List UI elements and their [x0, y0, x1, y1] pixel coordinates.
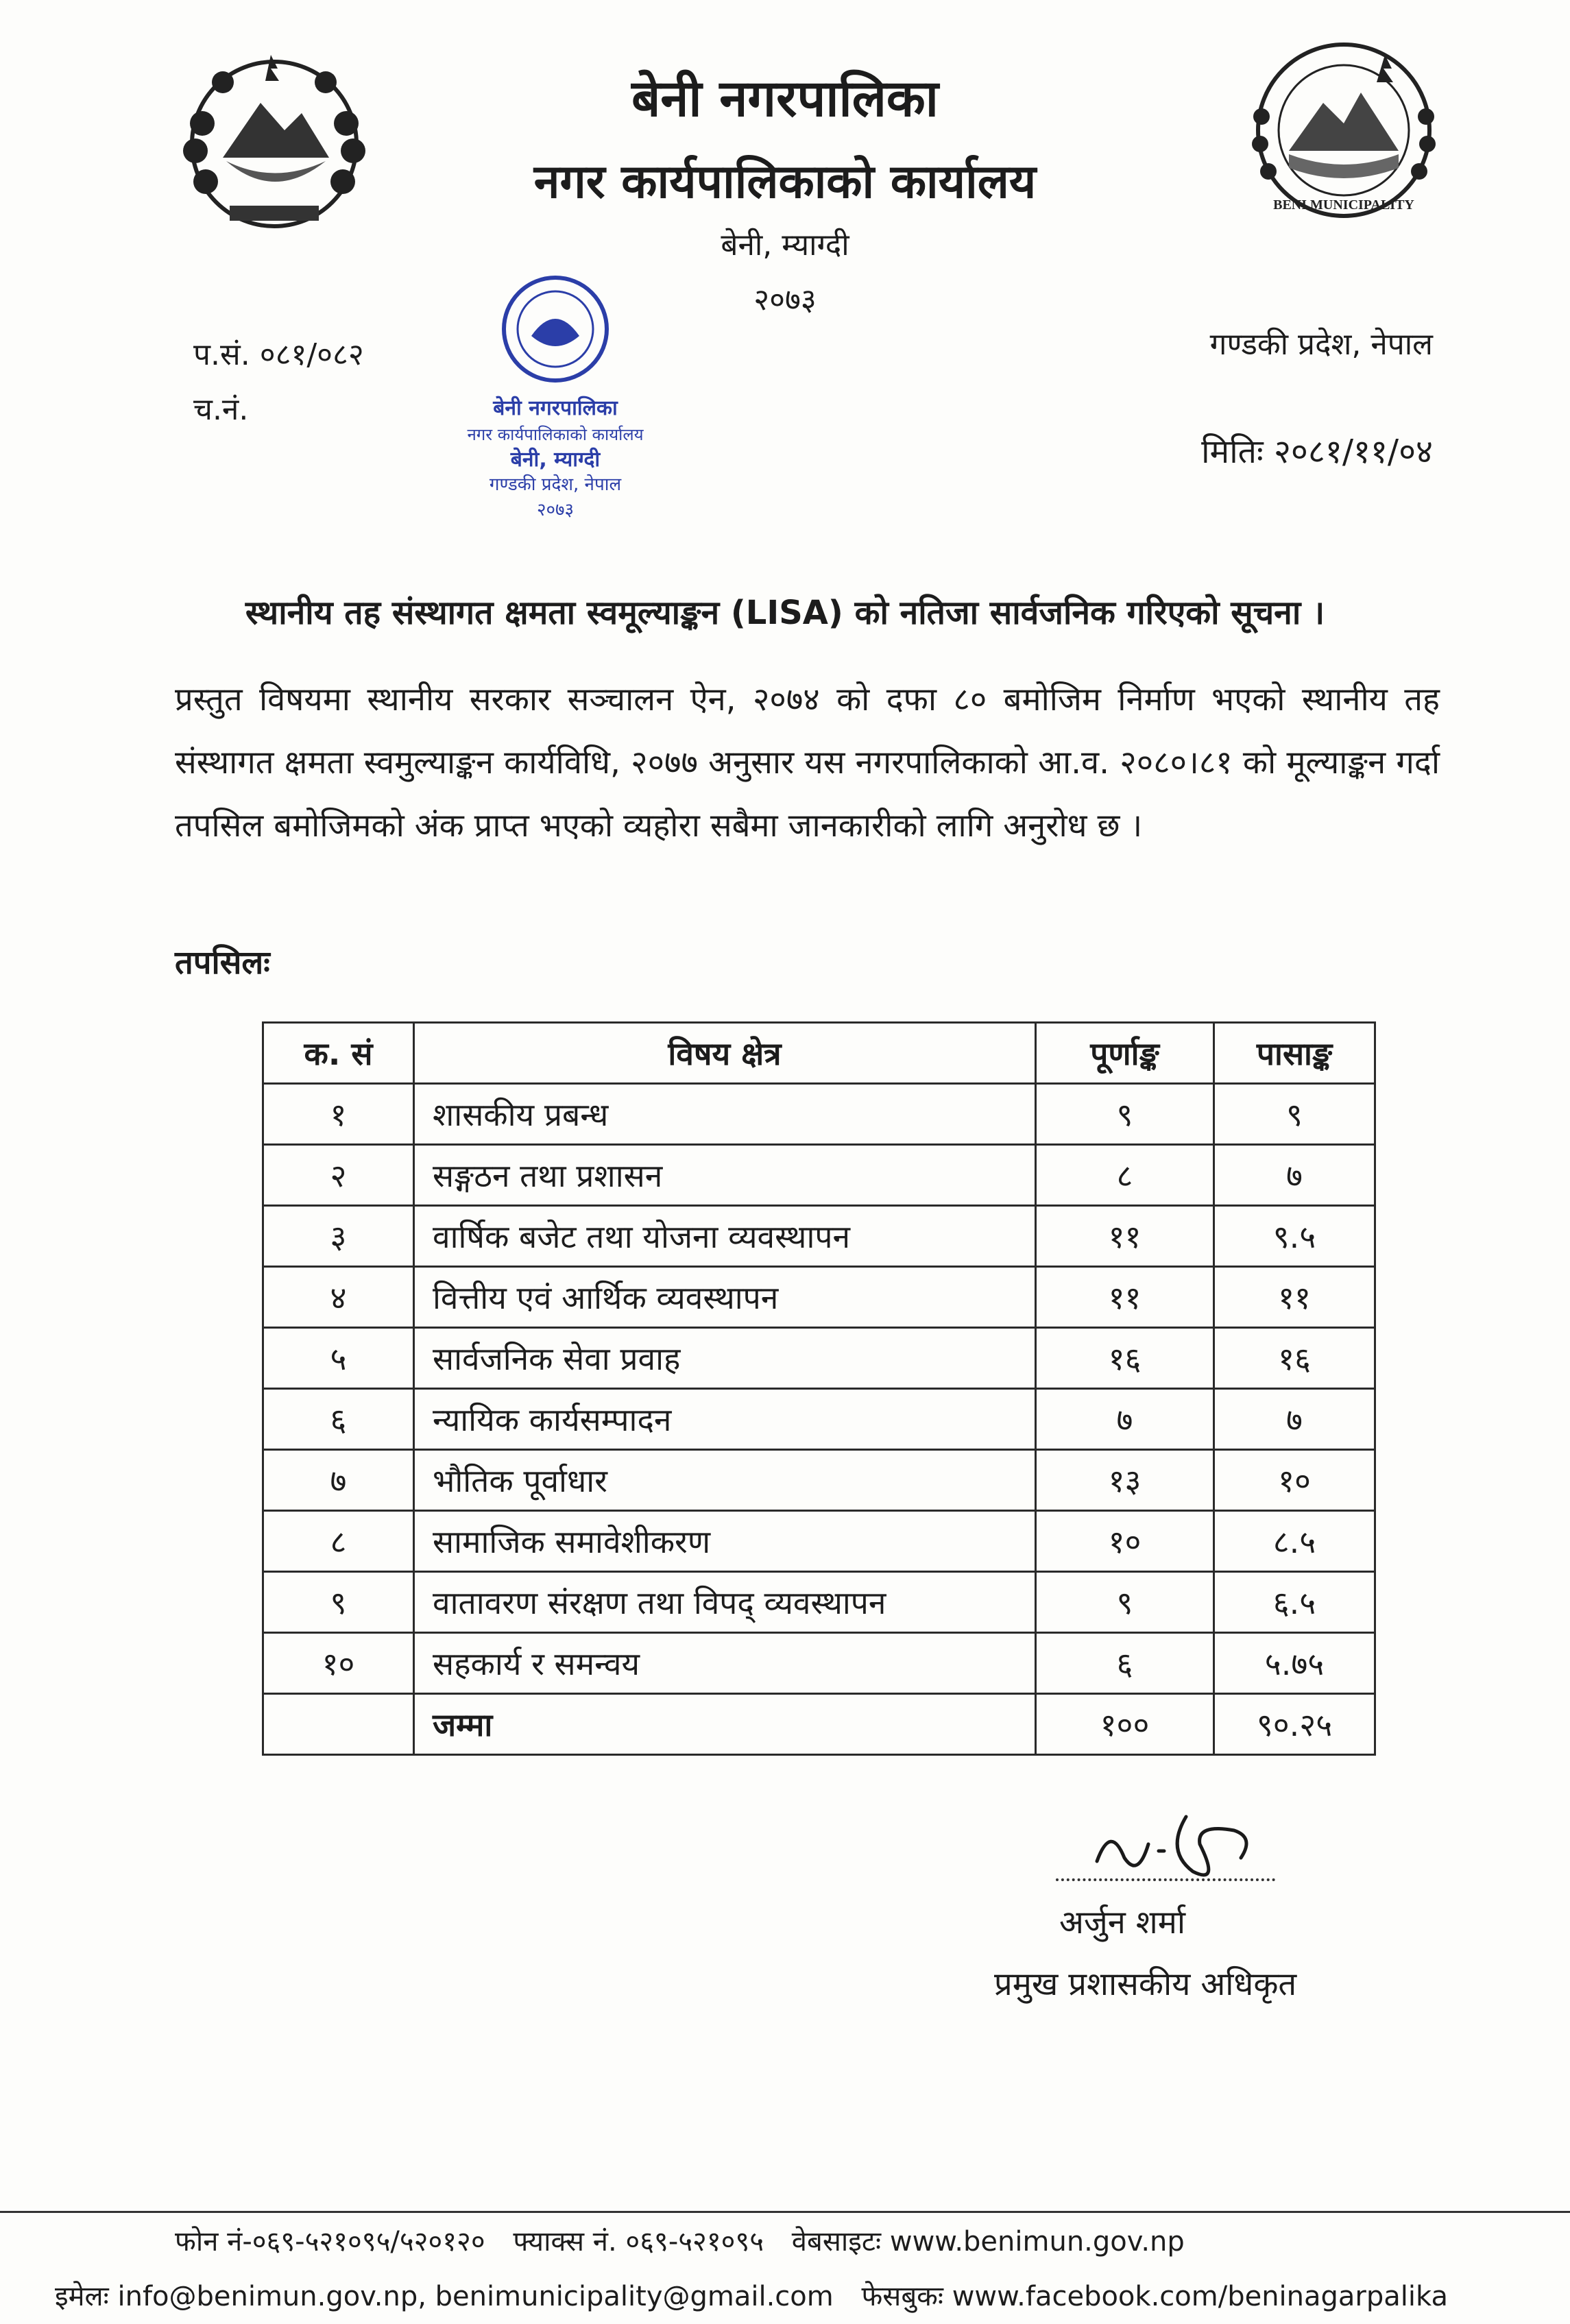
- stamp-line-5: २०७३: [536, 500, 575, 520]
- row-obtained-marks: ६.५: [1214, 1572, 1375, 1633]
- table-row: [263, 1450, 1375, 1511]
- table-row: [263, 1511, 1375, 1572]
- row-full-marks: ६: [1036, 1633, 1214, 1694]
- dispatch-number: च.नं.: [193, 392, 249, 427]
- row-serial: १: [263, 1084, 414, 1145]
- footer-email[interactable]: इमेलः info@benimun.gov.np, benimunicipality@gmail.com: [55, 2281, 834, 2312]
- notice-subject: स्थानीय तह संस्थागत क्षमता स्वमूल्याङ्कन (LISA) को नतिजा सार्वजनिक गरिएको सूचना ।: [245, 594, 1325, 632]
- row-serial: ९: [263, 1572, 414, 1633]
- total-serial: [263, 1694, 414, 1755]
- row-serial: ३: [263, 1206, 414, 1267]
- header-serial: क. सं: [263, 1023, 414, 1084]
- lisa-score-table: [262, 1021, 1376, 1756]
- row-obtained-marks: १०: [1214, 1450, 1375, 1511]
- total-label: जम्मा: [414, 1694, 1036, 1755]
- footer-contact-line-1: [175, 2221, 1204, 2259]
- row-area: सहकार्य र समन्वय: [414, 1633, 1036, 1694]
- table-header-row: [263, 1023, 1375, 1084]
- header-area: विषय क्षेत्र: [414, 1023, 1036, 1084]
- table-row: [263, 1633, 1375, 1694]
- row-serial: ४: [263, 1267, 414, 1328]
- stamp-line-1: बेनी नगरपालिका: [493, 396, 618, 420]
- row-obtained-marks: ८.५: [1214, 1511, 1375, 1572]
- row-full-marks: ११: [1036, 1267, 1214, 1328]
- municipality-title: बेनी नगरपालिका: [631, 69, 939, 128]
- signatory-name: अर्जुन शर्मा: [1059, 1904, 1186, 1941]
- nepal-emblem-logo: [175, 41, 374, 240]
- row-area: वित्तीय एवं आर्थिक व्यवस्थापन: [414, 1267, 1036, 1328]
- row-obtained-marks: ५.७५: [1214, 1633, 1375, 1694]
- details-label: तपसिलः: [175, 944, 270, 982]
- logo-text: BENI MUNICIPALITY: [1273, 197, 1414, 213]
- header-obtained-marks: पासाङ्क: [1214, 1023, 1375, 1084]
- footer-website[interactable]: वेबसाइटः www.benimun.gov.np: [791, 2226, 1185, 2258]
- row-obtained-marks: ११: [1214, 1267, 1375, 1328]
- established-year: २०७३: [753, 282, 817, 317]
- row-obtained-marks: ९: [1214, 1084, 1375, 1145]
- row-serial: १०: [263, 1633, 414, 1694]
- row-area: सार्वजनिक सेवा प्रवाह: [414, 1328, 1036, 1389]
- stamp-line-3: बेनी, म्याग्दी: [510, 448, 601, 472]
- beni-municipality-logo: [1241, 27, 1447, 233]
- header-full-marks: पूर्णाङ्क: [1036, 1023, 1214, 1084]
- province-label: गण्डकी प्रदेश, नेपाल: [1209, 327, 1433, 362]
- row-area: वातावरण संरक्षण तथा विपद् व्यवस्थापन: [414, 1572, 1036, 1633]
- row-serial: २: [263, 1145, 414, 1206]
- handwritten-signature: [1083, 1796, 1289, 1892]
- signatory-title: प्रमुख प्रशासकीय अधिकृत: [994, 1965, 1297, 2003]
- footer-fax: फ्याक्स नं. ०६९-५२१०९५: [513, 2226, 764, 2258]
- total-full-marks: १००: [1036, 1694, 1214, 1755]
- row-area: वार्षिक बजेट तथा योजना व्यवस्थापन: [414, 1206, 1036, 1267]
- table-row: [263, 1389, 1375, 1450]
- table-row: [263, 1267, 1375, 1328]
- row-full-marks: १०: [1036, 1511, 1214, 1572]
- row-serial: ६: [263, 1389, 414, 1450]
- row-obtained-marks: १६: [1214, 1328, 1375, 1389]
- footer-facebook[interactable]: फेसबुकः www.facebook.com/beninagarpalika: [861, 2281, 1448, 2312]
- total-obtained-marks: ९०.२५: [1214, 1694, 1375, 1755]
- row-area: शासकीय प्रबन्ध: [414, 1084, 1036, 1145]
- row-full-marks: १३: [1036, 1450, 1214, 1511]
- row-area: सङ्गठन तथा प्रशासन: [414, 1145, 1036, 1206]
- row-obtained-marks: ९.५: [1214, 1206, 1375, 1267]
- footer-divider: [0, 2211, 1570, 2213]
- reference-number: प.सं. ०८१/०८२: [193, 337, 364, 372]
- notice-body: प्रस्तुत विषयमा स्थानीय सरकार सञ्चालन ऐन, २०७४ को दफा ८० बमोजिम निर्माण भएको स्थानीय तह संस्थागत क्षमता स्वमुल्याङ्कन कार्यविधि, २०७७ अनुसार यस नगरपालिकाको आ.व. २०८०।८१ को मूल्याङ्कन गर्दा तपसिल बमोजिमको अंक प्राप्त भएको व्यहोरा सबैमा जानकारीको लागि अनुरोध छ ।: [175, 681, 1440, 845]
- row-full-marks: ९: [1036, 1084, 1214, 1145]
- row-serial: ७: [263, 1450, 414, 1511]
- table-row: [263, 1572, 1375, 1633]
- stamp-line-4: गण्डकी प्रदेश, नेपाल: [489, 474, 622, 495]
- table-row: [263, 1328, 1375, 1389]
- row-full-marks: १६: [1036, 1328, 1214, 1389]
- footer-contact-line-2: [55, 2276, 1467, 2314]
- row-area: सामाजिक समावेशीकरण: [414, 1511, 1036, 1572]
- row-serial: ५: [263, 1328, 414, 1389]
- footer-phone: फोन नं-०६९-५२१०९५/५२०१२०: [175, 2226, 485, 2258]
- row-obtained-marks: ७: [1214, 1145, 1375, 1206]
- table-row: [263, 1206, 1375, 1267]
- row-obtained-marks: ७: [1214, 1389, 1375, 1450]
- stamp-line-2: नगर कार्यपालिकाको कार्यालय: [467, 425, 644, 444]
- row-full-marks: ७: [1036, 1389, 1214, 1450]
- signature-line: [1056, 1878, 1275, 1881]
- office-location: बेनी, म्याग्दी: [721, 228, 849, 263]
- row-serial: ८: [263, 1511, 414, 1572]
- table-row: [263, 1084, 1375, 1145]
- row-full-marks: ८: [1036, 1145, 1214, 1206]
- row-full-marks: ९: [1036, 1572, 1214, 1633]
- letter-date: मितिः २०८१/११/०४: [1201, 433, 1433, 471]
- table-row: [263, 1145, 1375, 1206]
- row-area: भौतिक पूर्वाधार: [414, 1450, 1036, 1511]
- office-title: नगर कार्यपालिकाको कार्यालय: [533, 155, 1037, 209]
- row-full-marks: ११: [1036, 1206, 1214, 1267]
- table-total-row: [263, 1694, 1375, 1755]
- row-area: न्यायिक कार्यसम्पादन: [414, 1389, 1036, 1450]
